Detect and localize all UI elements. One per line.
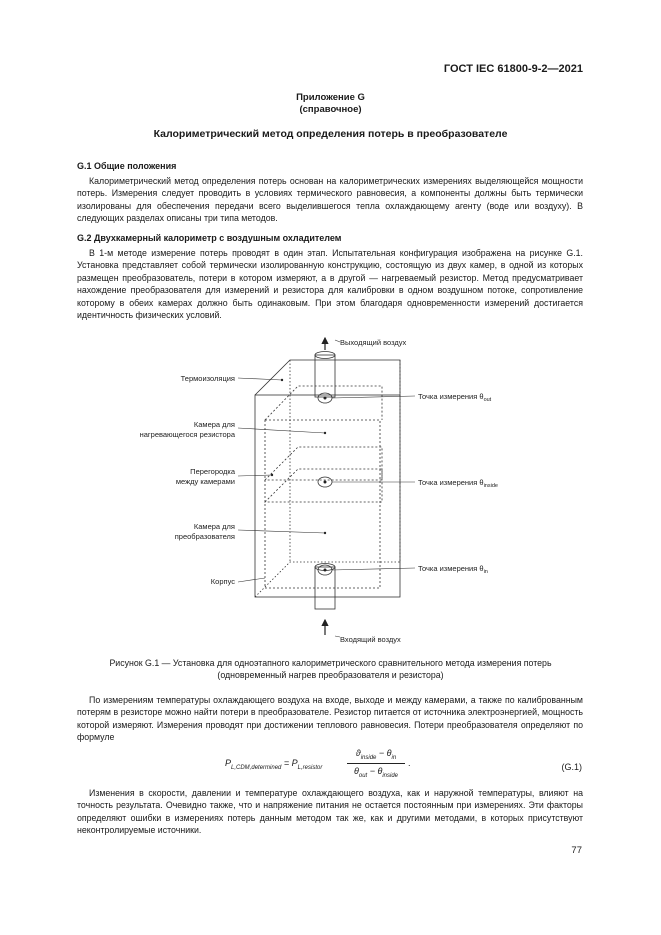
label-outlet-air: Выходящий воздух: [340, 338, 407, 347]
annex-title: Приложение G: [296, 92, 365, 103]
label-partition-2: между камерами: [175, 477, 235, 486]
figure-caption-line1: Рисунок G.1 — Установка для одноэтапного калориметрического сравнительного метода измерения потерь: [109, 658, 552, 668]
formula-lhs: $P_{L,CDM,determined} = P_{L,resistor}$: [225, 758, 323, 771]
insulation-front: [265, 420, 380, 588]
label-housing: Корпус: [210, 577, 235, 586]
label-point-in: Точка измерения $\theta_{in}$: [418, 564, 488, 575]
label-converter-chamber-2: преобразователя: [174, 532, 235, 541]
equation-number: (G.1): [561, 762, 582, 772]
figure-calorimeter-diagram: [100, 330, 560, 650]
annex-subtitle: (справочное): [299, 104, 362, 115]
formula-g1: [225, 746, 425, 782]
formula-numerator: $ϑ_{inside} - \theta_{in}$: [355, 748, 397, 761]
label-point-out: Точка измерения $\theta_{out}$: [418, 392, 492, 403]
figure-caption-line2: (одновременный нагрев преобразователя и резистора): [217, 670, 444, 680]
paragraph-last: Изменения в скорости, давлении и температуре охлаждающего воздуха, как и наружной температуры, влияют на точность результата. Очевидно также, что и напряжение питания не остается постоянным при измерениях. Эти факторы определяют ошибки в измерениях потерь данным методом так же, как и другими методами, в которых присутствуют неконтролируемые источники.: [77, 788, 583, 836]
label-partition-1: Перегородка: [190, 467, 235, 476]
page-number: 77: [571, 845, 582, 856]
main-title: Калориметрический метод определения потерь в преобразователе: [153, 128, 508, 140]
figure-caption: [60, 657, 601, 681]
section-g2-text: В 1-м методе измерение потерь проводят в один этап. Испытательная конфигурация изображена на рисунке G.1. Установка представляет собой термически изолированную конструкцию, состоящую из двух камер, в одной из которых размещен преобразователь, потери в котором измеряют, а в другой — нагреваемый резистор. Метод предусматривает нахождение преобразователя для измерений и резистора для калибровки в одном воздушном потоке, сопротивление которому в обеих камерах должно быть одинаковым. При этом благодаря одновременности измерений достигается идентичность физических условий.: [77, 248, 583, 321]
section-g2-heading: G.2 Двухкамерный калориметр с воздушным охладителем: [77, 233, 342, 243]
outlet-pipe: [315, 355, 335, 397]
label-insulation: Термоизоляция: [180, 374, 235, 383]
section-g1-text: Калориметрический метод определения потерь основан на калориметрических измерениях выделяющейся мощности потерь. Измерения следует проводить в условиях термического равновесия, а компоненты должны быть термически изолированы для обеспечения передачи всего выделившегося тепла охлаждающему агенту (воде или воздуху). В следующих разделах описаны три типа методов.: [77, 176, 583, 224]
label-point-inside: Точка измерения $\theta_{inside}$: [418, 478, 498, 489]
formula-denominator: $\theta_{out} - \theta_{inside}$: [353, 766, 399, 779]
label-resistor-chamber-2: нагревающегося резистора: [139, 430, 235, 439]
annex-heading: [60, 92, 601, 116]
formula-end: .: [408, 758, 411, 768]
standard-header: ГОСТ IEC 61800-9-2—2021: [443, 63, 583, 75]
label-converter-chamber-1: Камера для: [193, 522, 235, 531]
housing-top: [255, 360, 400, 395]
label-inlet-air: Входящий воздух: [340, 635, 401, 644]
fraction-bar: [347, 763, 405, 764]
section-g1-heading: G.1 Общие положения: [77, 161, 177, 171]
paragraph-after-figure: По измерениям температуры охлаждающего воздуха на входе, выходе и между камерами, а также по калиброванным потерям в резисторе можно найти потери в преобразователе. Резистор питается от источника электроэнергией, мощность которой измеряют. Измерения проводят при достижении теплового равновесия. Потери преобразователя определяют по формуле: [77, 695, 583, 743]
partition-plane: [265, 447, 382, 480]
label-resistor-chamber-1: Камера для: [193, 420, 235, 429]
